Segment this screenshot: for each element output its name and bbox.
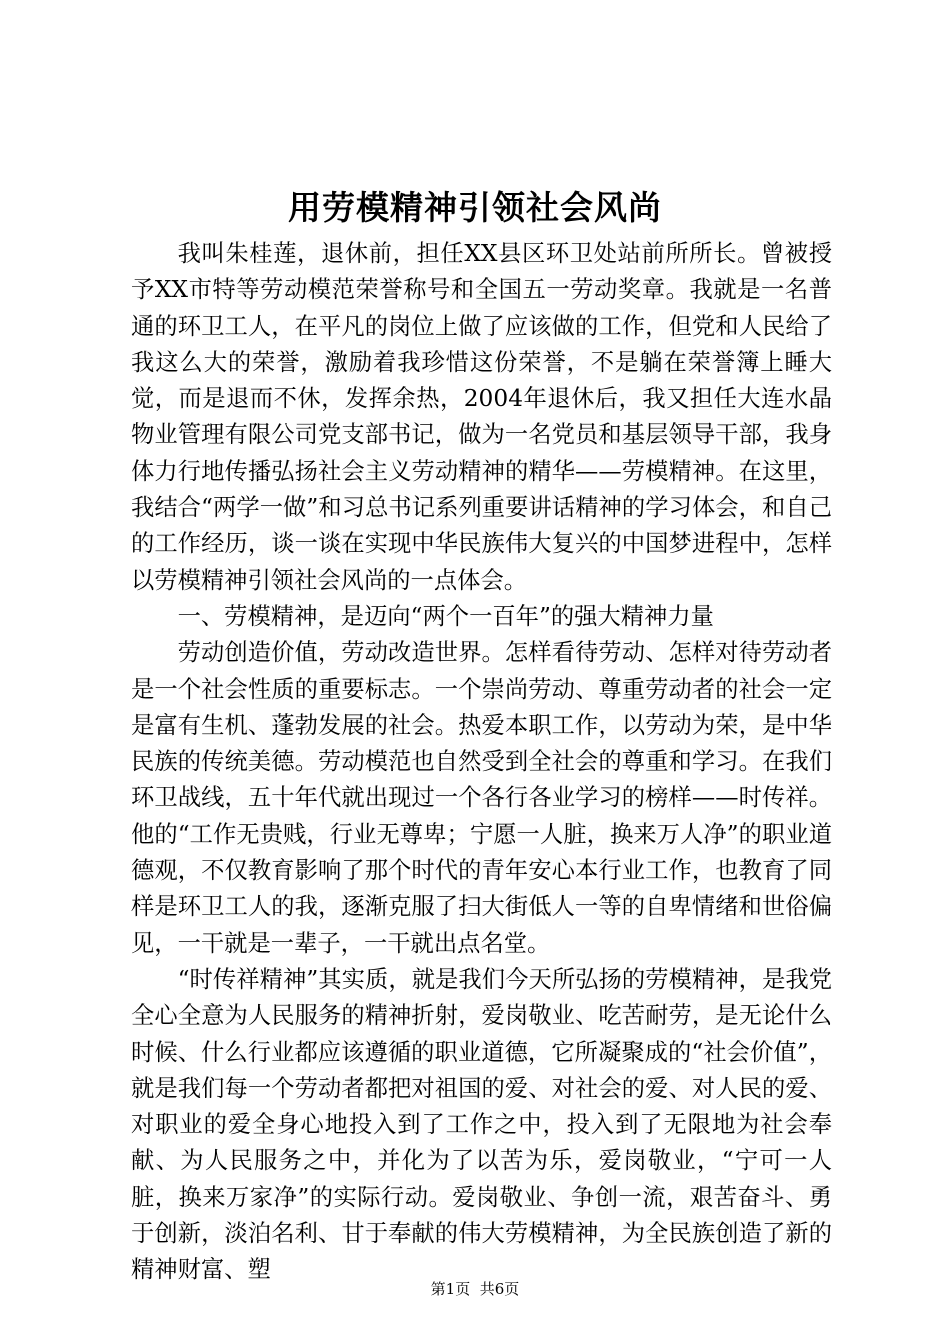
page-total: 共6页 (479, 1280, 520, 1298)
paragraph-labor-value: 劳动创造价值，劳动改造世界。怎样看待劳动、怎样对待劳动者是一个社会性质的重要标志。一个崇尚劳动、尊重劳动者的社会一定是富有生机、蓬勃发展的社会。热爱本职工作，以劳动为荣，是中华民族的传统美德。劳动模范也自然受到全社会的尊重和学习。在我们环卫战线，五十年代就出现过一个各行各业学习的榜样——时传祥。他的“工作无贵贱，行业无尊卑；宁愿一人脏，换来万人净”的职业道德观，不仅教育影响了那个时代的青年安心本行业工作，也教育了同样是环卫工人的我，逐渐克服了扫大街低人一等的自卑情绪和世俗偏见，一干就是一辈子，一干就出点名堂。 (131, 639, 832, 957)
page-footer (0, 1278, 950, 1300)
page-number: 第1页 (430, 1280, 471, 1298)
section-heading-1: 一、劳模精神，是迈向“两个一百年”的强大精神力量 (177, 602, 714, 630)
document-title: 用劳模精神引领社会风尚 (288, 188, 662, 227)
paragraph-shi-chuanxiang-spirit: “时传祥精神”其实质，就是我们今天所弘扬的劳模精神，是我党全心全意为人民服务的精神折射，爱岗敬业、吃苦耐劳，是无论什么时候、什么行业都应该遵循的职业道德，它所凝聚成的“社会价值”，就是我们每一个劳动者都把对祖国的爱、对社会的爱、对人民的爱、对职业的爱全身心地投入到了工作之中，投入到了无限地为社会奉献、为人民服务之中，并化为了以苦为乐，爱岗敬业，“宁可一人脏，换来万家净”的实际行动。爱岗敬业、争创一流，艰苦奋斗、勇于创新，淡泊名利、甘于奉献的伟大劳模精神，为全民族创造了新的精神财富、塑 (131, 965, 832, 1284)
document-body (131, 236, 832, 1289)
paragraph-intro: 我叫朱桂莲，退休前，担任XX县区环卫处站前所所长。曾被授予XX市特等劳动模范荣誉称号和全国五一劳动奖章。我就是一名普通的环卫工人，在平凡的岗位上做了应该做的工作，但党和人民给了我这么大的荣誉，激励着我珍惜这份荣誉，不是躺在荣誉簿上睡大觉，而是退而不休，发挥余热，2004年退休后，我又担任大连水晶物业管理有限公司党支部书记，做为一名党员和基层领导干部，我身体力行地传播弘扬社会主义劳动精神的精华——劳模精神。在这里，我结合“两学一做”和习总书记系列重要讲话精神的学习体会，和自己的工作经历，谈一谈在实现中华民族伟大复兴的中国梦进程中，怎样以劳模精神引领社会风尚的一点体会。 (131, 240, 832, 594)
